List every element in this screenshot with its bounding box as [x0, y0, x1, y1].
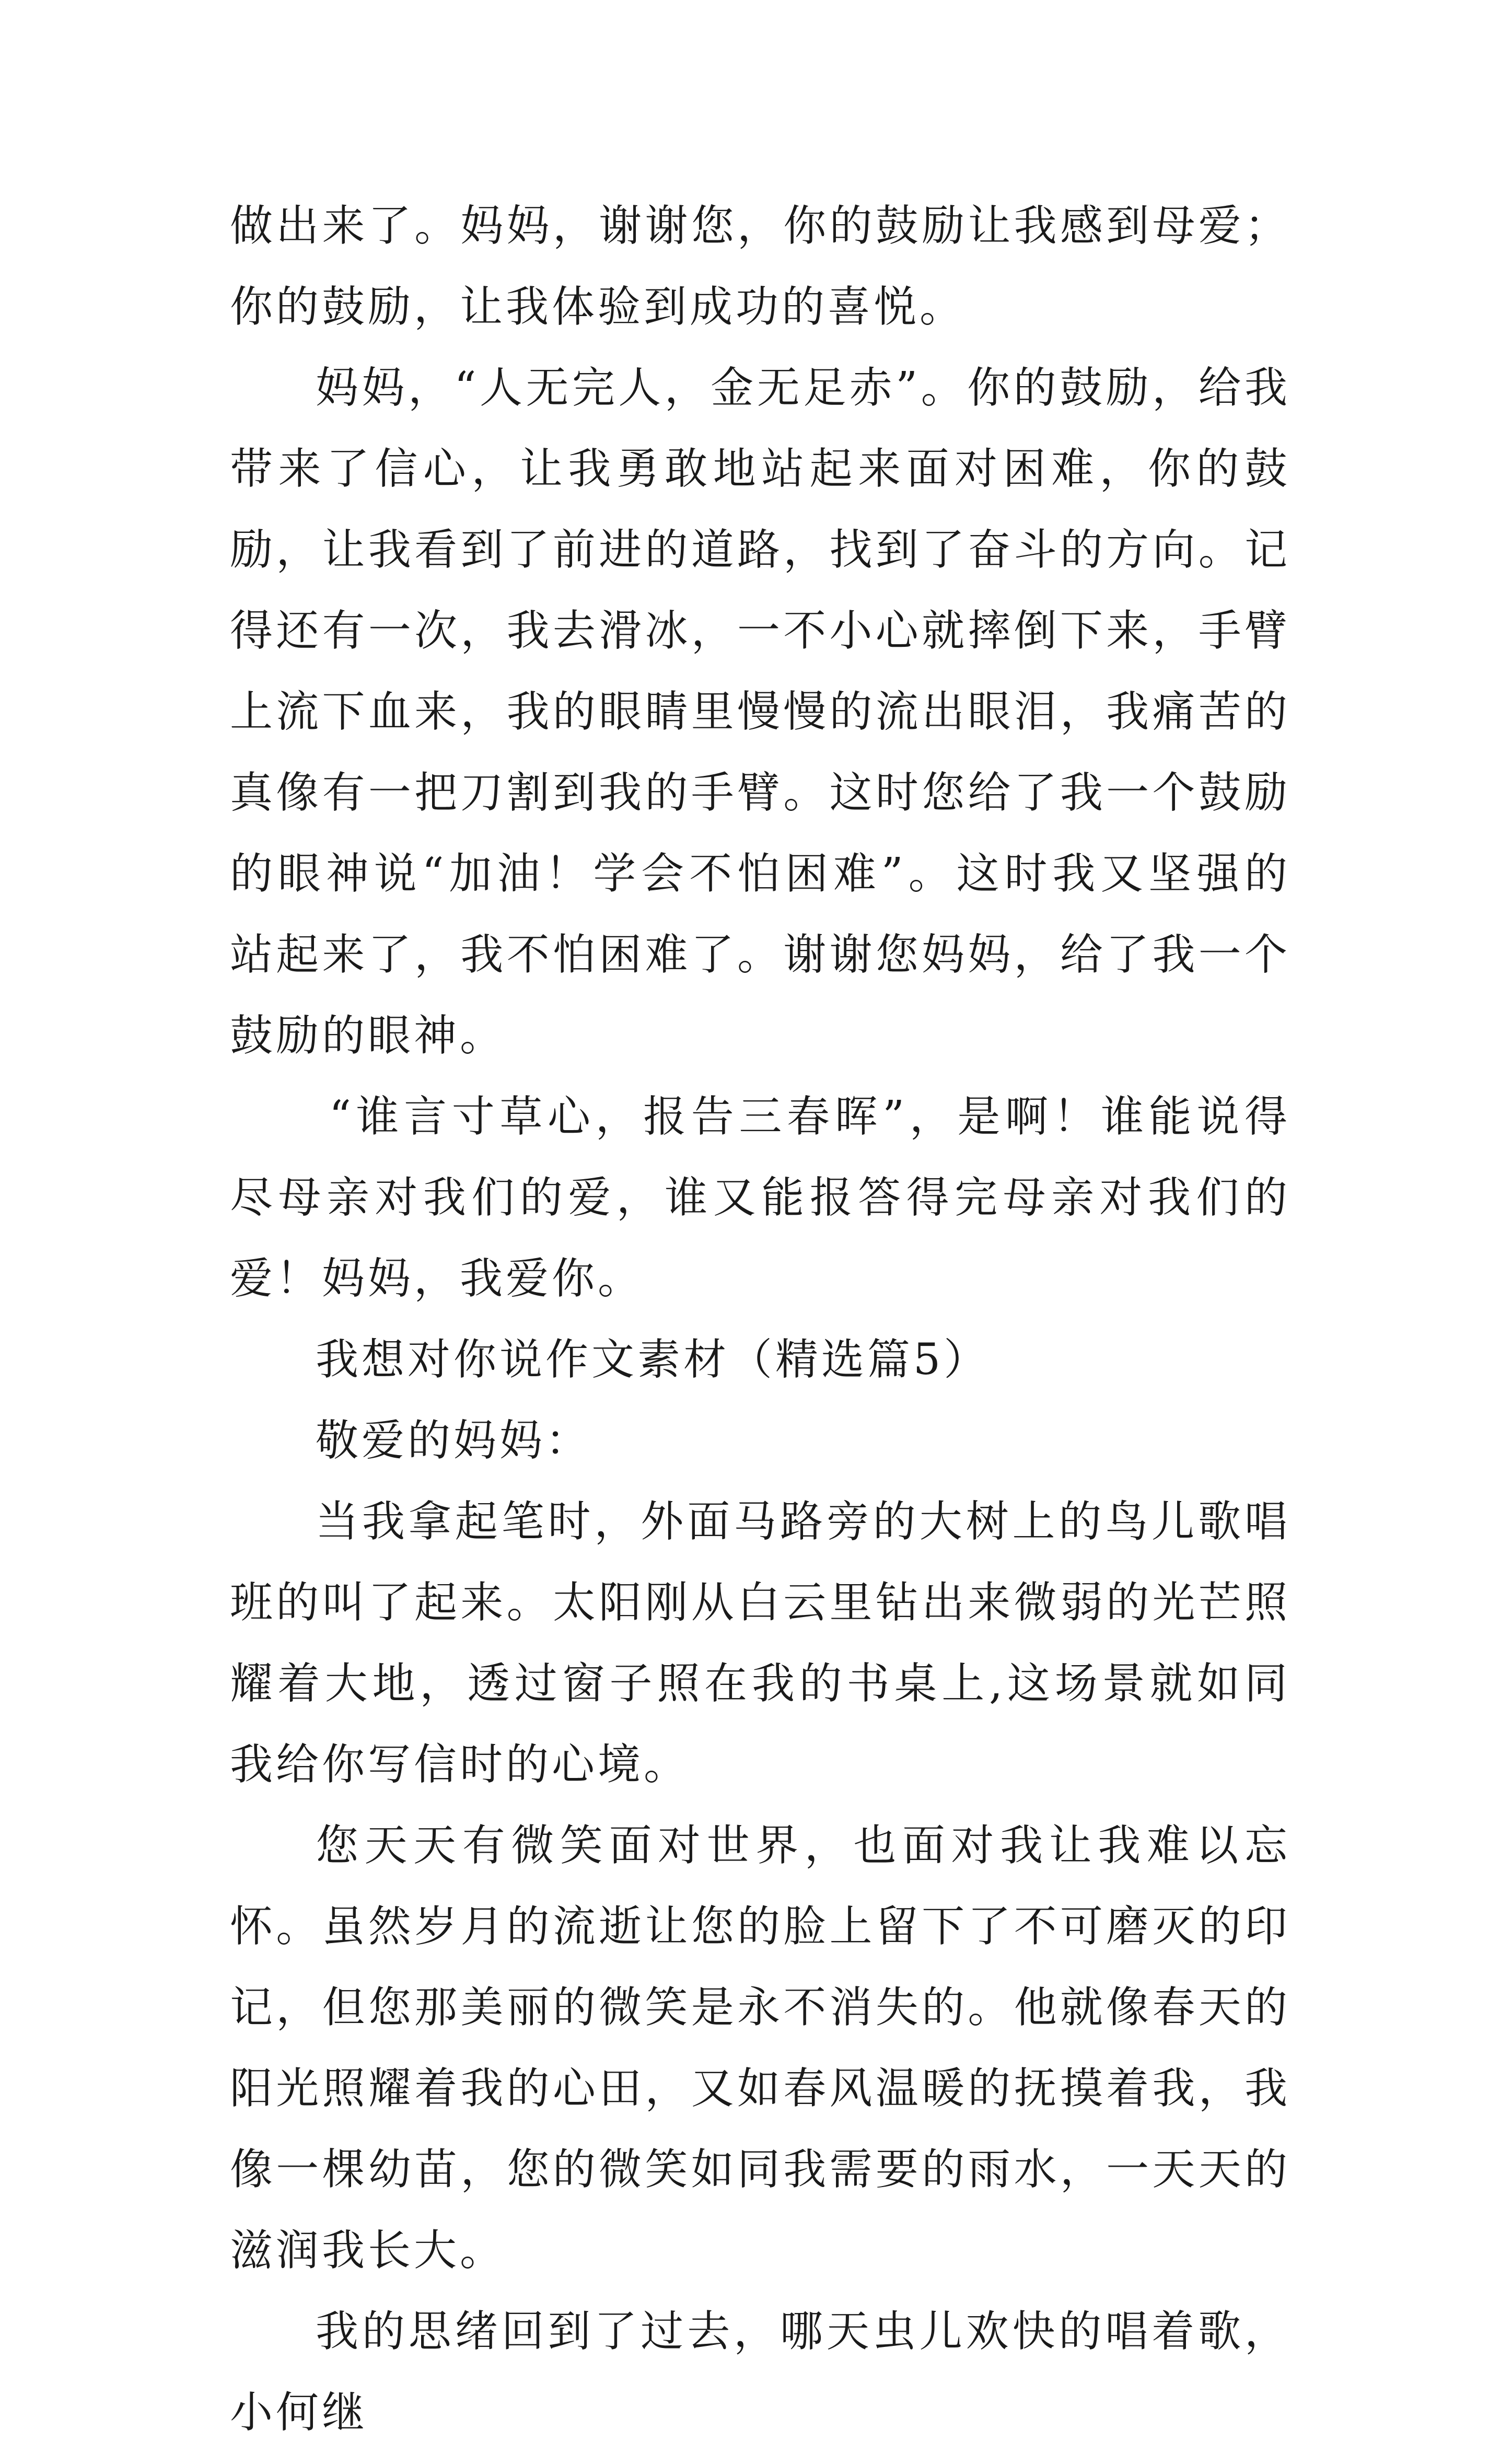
- paragraph: “谁言寸草心，报告三春晖”，是啊！谁能说得尽母亲对我们的爱，谁又能报答得完母亲对我们的爱！妈妈，我爱你。: [230, 1092, 1290, 1304]
- paragraph: 当我拿起笔时，外面马路旁的大树上的鸟儿歌唱班的叫了起来。太阳刚从白云里钻出来微弱的光芒照耀着大地，透过窗子照在我的书桌上,这场景就如同我给你写信时的心境。: [230, 1497, 1290, 1789]
- paragraph: 做出来了。妈妈，谢谢您，你的鼓励让我感到母爱；你的鼓励，让我体验到成功的喜悦。: [230, 201, 1290, 332]
- salutation: 敬爱的妈妈：: [316, 1416, 592, 1466]
- body-text: [230, 185, 1290, 2453]
- paragraph: 妈妈，“人无完人，金无足赤”。你的鼓励，给我带来了信心，让我勇敢地站起来面对困难，你的鼓励，让我看到了前进的道路，找到了奋斗的方向。记得还有一次，我去滑冰，一不小心就摔倒下来，手臂上流下血来，我的眼睛里慢慢的流出眼泪，我痛苦的真像有一把刀割到我的手臂。这时您给了我一个鼓励的眼神说“加油！学会不怕困难”。这时我又坚强的站起来了，我不怕困难了。谢谢您妈妈，给了我一个鼓励的眼神。: [230, 363, 1290, 1061]
- section-heading: 我想对你说作文素材（精选篇5）: [316, 1335, 990, 1385]
- paragraph: 我的思绪回到了过去，哪天虫儿欢快的唱着歌，小何继: [230, 2307, 1290, 2437]
- paragraph: 您天天有微笑面对世界，也面对我让我难以忘怀。虽然岁月的流逝让您的脸上留下了不可磨灭的印记，但您那美丽的微笑是永不消失的。他就像春天的阳光照耀着我的心田，又如春风温暖的抚摸着我，我像一棵幼苗，您的微笑如同我需要的雨水，一天天的滋润我长大。: [230, 1821, 1290, 2275]
